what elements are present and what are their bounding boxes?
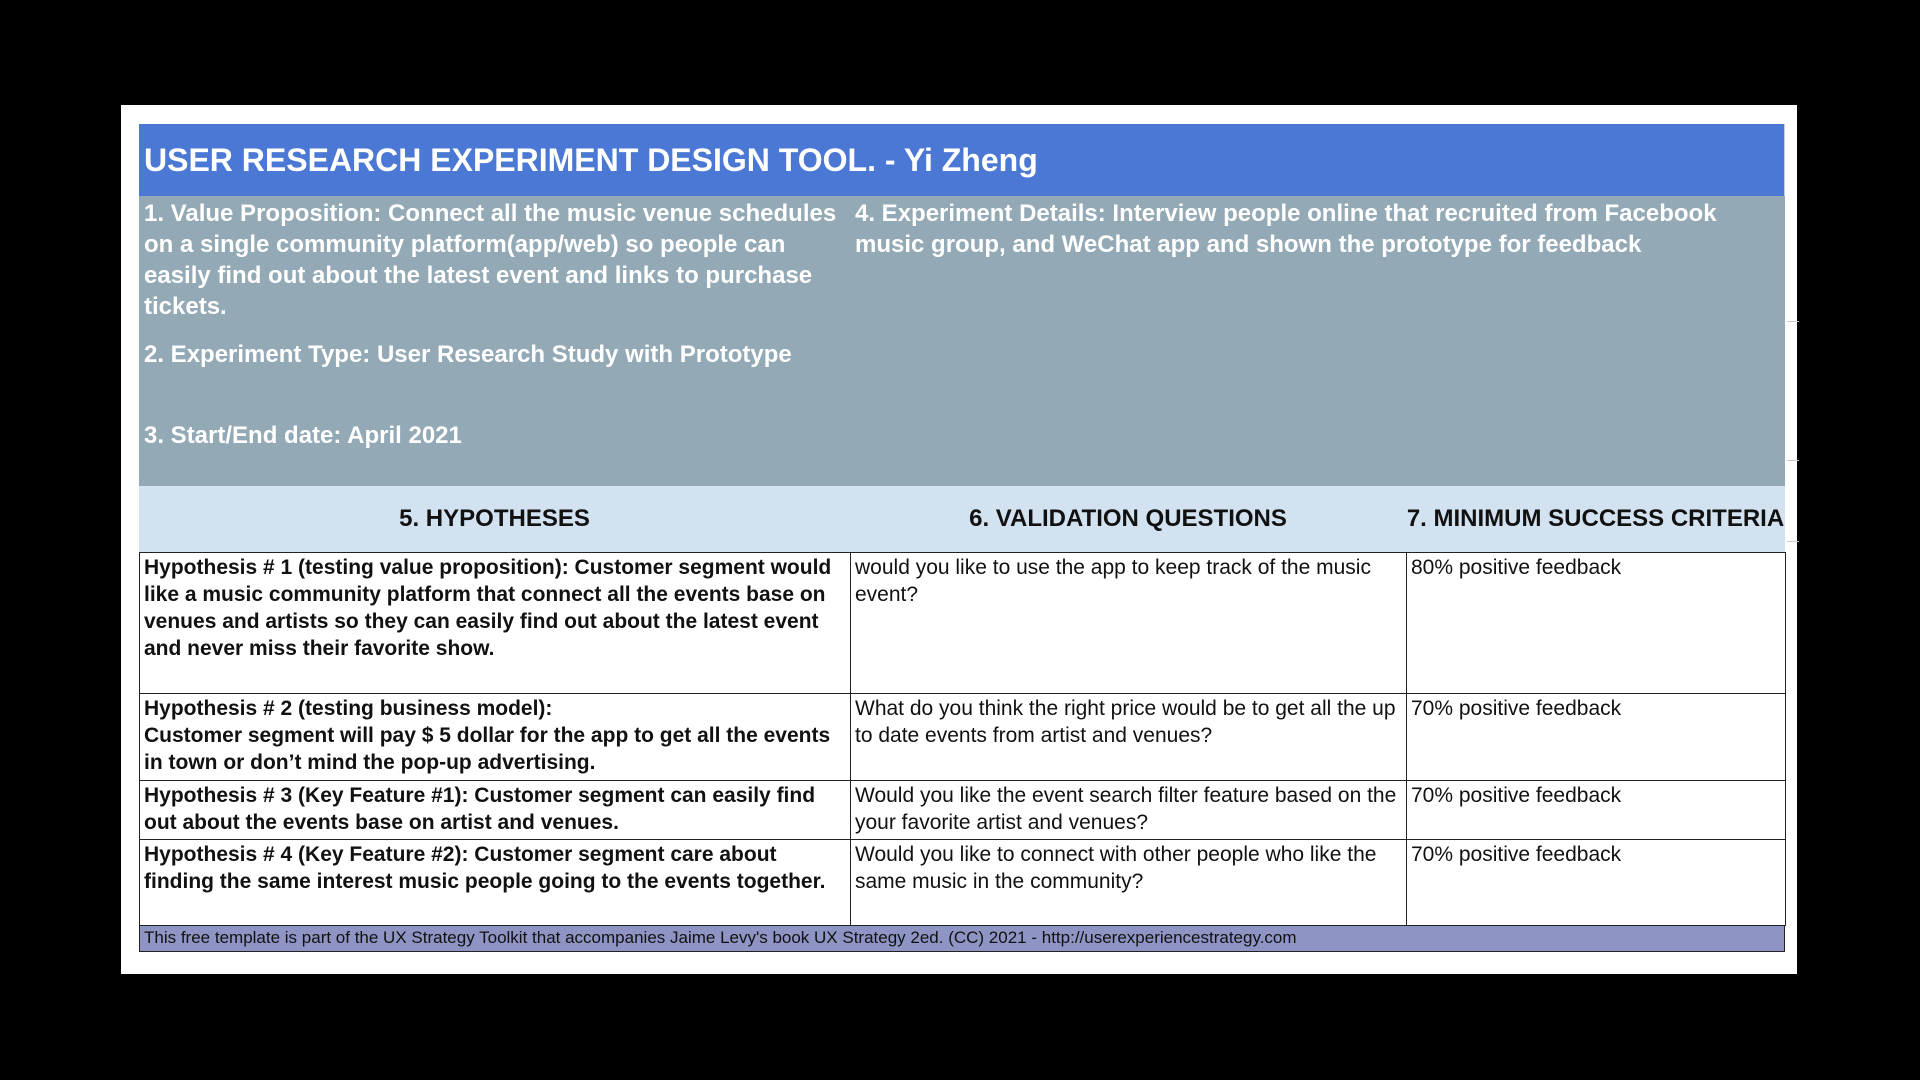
hypothesis-cell[interactable]: Hypothesis # 1 (testing value proposition): Customer segment would like a music community platform that connect all the events base on venues and artists so they can easily find out about the latest event and never miss their favorite show. (140, 553, 851, 694)
hypothesis-text: Customer segment will pay $ 5 dollar for the app to get all the events in town or don’t mind the pop-up advertising. (144, 724, 831, 774)
success-criteria-cell[interactable]: 80% positive feedback (1407, 553, 1786, 694)
success-criteria-cell[interactable]: 70% positive feedback (1407, 840, 1786, 926)
info-left-column (144, 198, 844, 449)
hypothesis-title: Hypothesis # 2 (testing business model): (144, 697, 553, 720)
header-hypotheses[interactable]: 5. HYPOTHESES (399, 505, 590, 532)
validation-question-cell[interactable]: would you like to use the app to keep track of the music event? (851, 553, 1407, 694)
experiment-type[interactable]: 2. Experiment Type: User Research Study with Prototype (144, 341, 792, 368)
start-end-date[interactable]: 3. Start/End date: April 2021 (144, 422, 462, 449)
hypothesis-cell[interactable] (140, 694, 851, 781)
hypotheses-table (139, 552, 1786, 926)
gridline (1787, 460, 1799, 461)
spreadsheet-page (121, 105, 1797, 974)
experiment-details[interactable]: 4. Experiment Details: Interview people online that recruited from Facebook music group, and WeChat app and shown the prototype for feedback (855, 200, 1717, 258)
hypothesis-cell[interactable]: Hypothesis # 3 (Key Feature #1): Customer segment can easily find out about the events base on artist and venues. (140, 781, 851, 840)
value-proposition[interactable]: 1. Value Proposition: Connect all the music venue schedules on a single community platform(app/web) so people can easily find out about the latest event and links to purchase tickets. (144, 200, 837, 320)
gridline (1787, 541, 1799, 542)
header-success-criteria[interactable]: 7. MINIMUM SUCCESS CRITERIA (1406, 505, 1785, 532)
header-validation-questions[interactable]: 6. VALIDATION QUESTIONS (969, 505, 1287, 532)
table-row (140, 781, 1786, 840)
table-row (140, 553, 1786, 694)
experiment-info-section (139, 196, 1785, 486)
table-header-row (139, 486, 1785, 552)
hypothesis-cell[interactable]: Hypothesis # 4 (Key Feature #2): Customer segment care about finding the same interest music people going to the events together. (140, 840, 851, 926)
experiment-design-grid (139, 124, 1787, 952)
validation-question-cell[interactable]: Would you like the event search filter feature based on the your favorite artist and venues? (851, 781, 1407, 840)
validation-question-cell[interactable]: What do you think the right price would be to get all the up to date events from artist and venues? (851, 694, 1407, 781)
success-criteria-cell[interactable]: 70% positive feedback (1407, 781, 1786, 840)
table-row (140, 840, 1786, 926)
gridline (1787, 321, 1799, 322)
page-title[interactable]: USER RESEARCH EXPERIMENT DESIGN TOOL. - Yi Zheng (139, 124, 1785, 196)
validation-question-cell[interactable]: Would you like to connect with other people who like the same music in the community? (851, 840, 1407, 926)
footer-credit[interactable]: This free template is part of the UX Strategy Toolkit that accompanies Jaime Levy's book UX Strategy 2ed. (CC) 2021 - http://userexperiencestrategy.com (139, 926, 1785, 952)
success-criteria-cell[interactable]: 70% positive feedback (1407, 694, 1786, 781)
table-row (140, 694, 1786, 781)
